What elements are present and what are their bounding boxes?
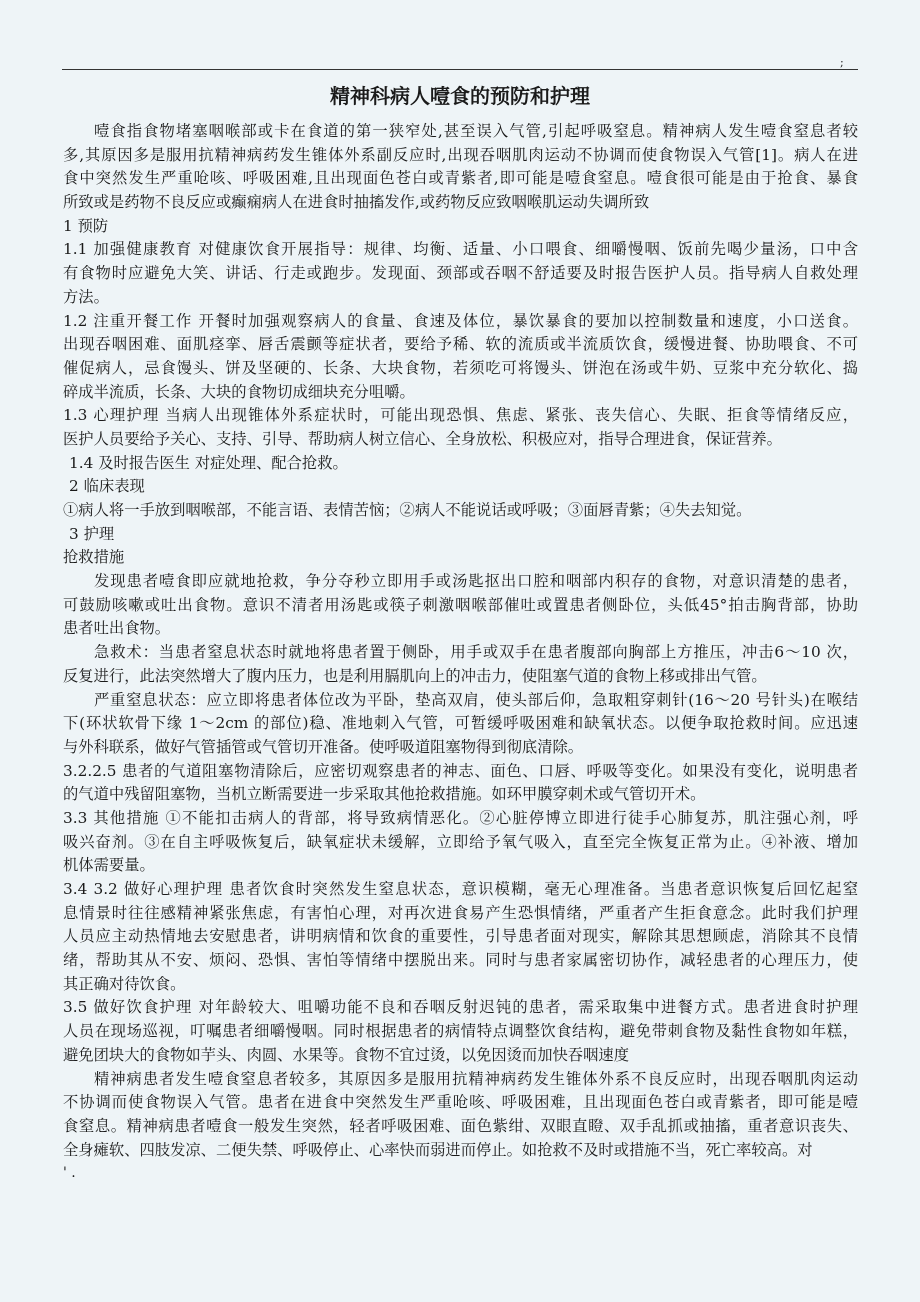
paragraph [63, 499, 858, 523]
text-line: 其正确对待饮食。 [63, 974, 186, 993]
text-line: 反复进行，此法突然增大了腹内压力，也是利用膈肌向上的冲击力，使阻塞气道的食物上移或排出气管。 [63, 666, 767, 685]
text-line: 机体需要量。 [63, 856, 155, 875]
text-line: 绪，帮助其从不安、烦闷、恐惧、害怕等情绪中摆脱出来。同时与患者家属密切协作，减轻患者的心理压力，使 [63, 951, 858, 970]
text-line: 抢救措施 [63, 548, 125, 567]
paragraph [63, 996, 858, 1067]
text-line: 3 护理 [69, 524, 115, 543]
paragraph [63, 807, 858, 878]
text-line: 1.1 加强健康教育 对健康饮食开展指导：规律、均衡、适量、小口喂食、细嚼慢咽、饭前先喝少量汤，口中含 [63, 240, 858, 259]
text-line: 3.5 做好饮食护理 对年龄较大、咀嚼功能不良和吞咽反射迟钝的患者，需采取集中进餐方式。患者进食时护理 [63, 998, 858, 1017]
text-line: 严重窒息状态：应立即将患者体位改为平卧，垫高双肩，使头部后仰，急取粗穿刺针(16～20 号针头)在喉结 [94, 690, 858, 709]
text-line: 不协调而使食物误入气管。患者在进食中突然发生严重呛咳、呼吸困难，且出现面色苍白或青紫者，即可能是噎 [63, 1093, 858, 1112]
text-line: 医护人员要给予关心、支持、引导、帮助病人树立信心、全身放松、积极应对，指导合理进食，保证营养。 [63, 429, 782, 448]
paragraph [63, 452, 858, 476]
text-line: 有食物时应避免大笑、讲话、行走或跑步。发现面、颈部或吞咽不舒适要及时报告医护人员。指导病人自救处理 [63, 264, 858, 283]
paragraph [63, 475, 858, 499]
text-line: 食窒息。精神病患者噎食一般发生突然，轻者呼吸困难、面色紫绀、双眼直瞪、双手乱抓或抽搐，重者意识丧失、 [63, 1116, 858, 1135]
text-line: 催促病人，忌食馒头、饼及坚硬的、长条、大块食物，若须吃可将馒头、饼泡在汤或牛奶、豆浆中充分软化、捣 [63, 358, 858, 377]
text-line: 出现吞咽困难、面肌痉挛、唇舌震颤等症状者，要给予稀、软的流质或半流质饮食，缓慢进餐、协助喂食、不可 [63, 335, 858, 354]
paragraph [63, 1068, 858, 1163]
header-mark: ; [840, 56, 844, 69]
paragraph [63, 570, 858, 641]
text-line: 2 临床表现 [69, 477, 145, 496]
text-line: 患者吐出食物。 [63, 619, 171, 638]
text-line: 发现患者噎食即应就地抢救，争分夺秒立即用手或汤匙抠出口腔和咽部内积存的食物，对意识清楚的患者， [94, 572, 858, 591]
paragraph [63, 238, 858, 309]
text-line: 可鼓励咳嗽或吐出食物。意识不清者用汤匙或筷子刺激咽喉部催吐或置患者侧卧位，头低45°拍击胸背部，协助 [63, 595, 858, 614]
text-line: 方法。 [63, 287, 109, 306]
text-line: 碎成半流质，长条、大块的食物切成细块充分咀嚼。 [63, 382, 415, 401]
text-line: 吸兴奋剂。③在自主呼吸恢复后，缺氧症状未缓解，立即给予氧气吸入，直至完全恢复正常为止。④补液、增加 [63, 832, 858, 851]
text-line: 急救术：当患者窒息状态时就地将患者置于侧卧，用手或双手在患者腹部向胸部上方推压，冲击6～10 次， [94, 643, 858, 662]
text-line: 1 预防 [63, 216, 109, 235]
text-line: 的气道中残留阻塞物，当机立断需要进一步采取其他抢救措施。如环甲膜穿刺术或气管切开术。 [63, 785, 706, 804]
paragraph [63, 760, 858, 807]
footer-mark: ' . [63, 1165, 76, 1182]
text-line: 与外科联系，做好气管插管或气管切开准备。使呼吸道阻塞物得到彻底清除。 [63, 737, 584, 756]
text-line: 噎食指食物堵塞咽喉部或卡在食道的第一狭窄处,甚至误入气管,引起呼吸窒息。精神病人发生噎食窒息者较 [94, 122, 858, 140]
text-line: 所致或是药物不良反应或癫痫病人在进食时抽搐发作,或药物反应致咽喉肌运动失调所致 [63, 193, 650, 212]
paragraph [63, 310, 858, 405]
text-line: 精神病患者发生噎食窒息者较多，其原因多是服用抗精神病药发生锥体外系不良反应时，出现吞咽肌肉运动 [94, 1069, 858, 1088]
paragraph [63, 215, 858, 239]
text-line: 息情景时往往感精神紧张焦虑，有害怕心理，对再次进食易产生恐惧情绪，严重者产生拒食意念。此时我们护理 [63, 903, 858, 922]
paragraph [63, 546, 858, 570]
text-line: 避免团块大的食物如芋头、肉圆、水果等。食物不宜过烫，以免因烫而加快吞咽速度 [63, 1045, 629, 1064]
text-line: 食中突然发生严重呛咳、呼吸困难,且出现面色苍白或青紫者,即可能是噎食窒息。噎食很可能是由于抢食、暴食 [63, 169, 858, 188]
paragraph [63, 523, 858, 547]
document-title: 精神科病人噎食的预防和护理 [330, 84, 590, 108]
text-line: ①病人将一手放到咽喉部，不能言语、表情苦恼；②病人不能说话或呼吸；③面唇青紫；④失去知觉。 [63, 501, 752, 519]
header-rule [62, 69, 858, 70]
text-line: 人员在现场巡视，叮嘱患者细嚼慢咽。同时根据患者的病情特点调整饮食结构，避免带刺食物及黏性食物如年糕， [63, 1022, 858, 1041]
paragraph [63, 120, 858, 215]
paragraph [63, 641, 858, 688]
paragraph [63, 689, 858, 760]
text-line: 多,其原因多是服用抗精神病药发生锥体外系副反应时,出现吞咽肌肉运动不协调而使食物误入气管[1]。病人在进 [63, 145, 858, 164]
text-line: 全身瘫软、四肢发凉、二便失禁、呼吸停止、心率快而弱进而停止。如抢救不及时或措施不当，死亡率较高。对 [63, 1140, 813, 1159]
document-body [63, 120, 858, 1186]
paragraph [63, 878, 858, 996]
text-line: 1.3 心理护理 当病人出现锥体外系症状时，可能出现恐惧、焦虑、紧张、丧失信心、失眠、拒食等情绪反应， [63, 406, 858, 425]
text-line: 下(环状软骨下缘 1～2cm 的部位)稳、准地刺入气管，可暂缓呼吸困难和缺氧状态。以便争取抢救时间。应迅速 [63, 714, 858, 733]
text-line: 3.3 其他措施 ①不能扣击病人的背部，将导致病情恶化。②心脏停博立即进行徒手心肺复苏，肌注强心剂，呼 [63, 808, 858, 827]
text-line: 人员应主动热情地去安慰患者，讲明病情和饮食的重要性，引导患者面对现实，解除其思想顾虑，消除其不良情 [63, 927, 858, 946]
paragraph [63, 404, 858, 451]
text-line: 3.2.2.5 患者的气道阻塞物清除后，应密切观察患者的神志、面色、口唇、呼吸等变化。如果没有变化，说明患者 [63, 761, 858, 780]
text-line: 3.4 3.2 做好心理护理 患者饮食时突然发生窒息状态，意识模糊，毫无心理准备。当患者意识恢复后回忆起窒 [63, 880, 858, 898]
text-line: 1.2 注重开餐工作 开餐时加强观察病人的食量、食速及体位，暴饮暴食的要加以控制数量和速度，小口送食。 [63, 311, 858, 330]
text-line: 1.4 及时报告医生 对症处理、配合抢救。 [69, 453, 348, 472]
